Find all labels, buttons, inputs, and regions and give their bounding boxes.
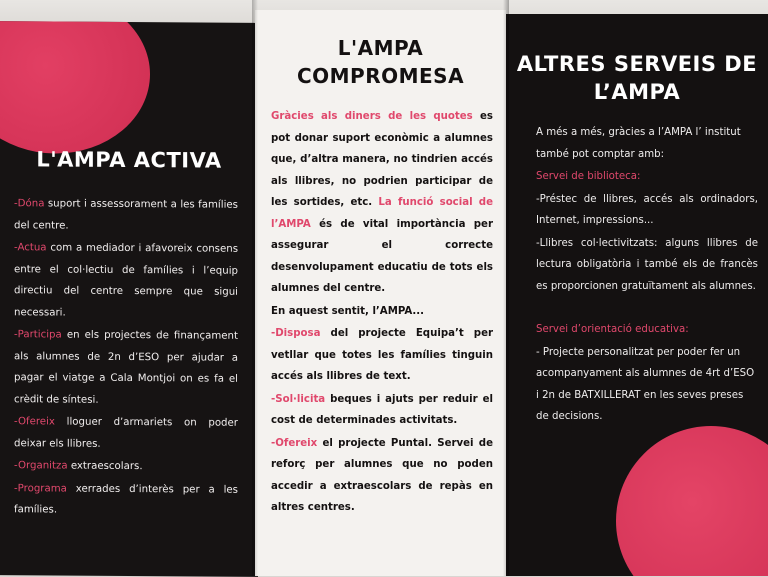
- item-verb: -Organitza: [14, 460, 68, 472]
- list-item: [14, 455, 238, 478]
- item-text: el projecte Puntal. Servei de reforç per alumnes que no poden accedir a extraescolars de repàs en altres centres.: [271, 437, 493, 513]
- panel-title: [255, 34, 506, 90]
- panel-ampa-activa: [0, 21, 258, 577]
- orientation-text: - Projecte personalitzat per poder fer un acompanyament als alumnes de 4rt d’ESO i 2n de BATXILLERAT en les seves preses de decisions.: [536, 346, 755, 422]
- library-heading: Servei de biblioteca:: [536, 171, 641, 182]
- item-text: xerrades d’interès per a les famílies.: [14, 483, 238, 516]
- item-verb: -Sol·licita: [271, 393, 326, 405]
- fold-shadow: [503, 0, 509, 576]
- list-item: -Préstec de llibres, accés als ordinadors, Internet, impressions...: [536, 193, 758, 226]
- item-text: lloguer d’armariets on poder deixar els llibres.: [14, 416, 238, 450]
- panel-altres-serveis: [506, 14, 768, 576]
- title-line: L'AMPA: [337, 36, 424, 60]
- panel-title: [506, 50, 768, 106]
- list-item: [14, 324, 238, 412]
- intro-paragraph: A més a més, gràcies a l’AMPA l’ institut també pot comptar amb:: [536, 127, 741, 160]
- item-verb: -Programa: [14, 482, 67, 495]
- item-verb: -Dóna: [14, 198, 45, 210]
- title-line: ALTRES SERVEIS DE: [516, 52, 758, 76]
- panel-body: [14, 193, 238, 523]
- item-verb: -Actua: [14, 242, 47, 254]
- item-verb: -Participa: [14, 329, 62, 341]
- sense-line: En aquest sentit, l’AMPA...: [271, 305, 425, 317]
- panel-body: [536, 122, 758, 429]
- title-line: COMPROMESA: [296, 64, 465, 88]
- social-highlight: La funció social de l’AMPA: [271, 197, 493, 230]
- list-item: [271, 323, 493, 388]
- intro-paragraph: [271, 106, 493, 300]
- item-text: extraescolars.: [67, 460, 143, 473]
- item-text: beques i ajuts per reduir el cost de determinades activitats.: [271, 393, 493, 426]
- decorative-circle: [0, 21, 150, 154]
- list-item: -Llibres col·lectivitzats: alguns llibres de lectura obligatòria i també els de francès es proporcionen gratuïtament als alumnes.: [536, 237, 758, 292]
- title-line: L’AMPA: [593, 80, 681, 104]
- list-item: [271, 389, 493, 432]
- intro-highlight: Gràcies als diners de les quotes: [271, 111, 473, 122]
- item-verb: -Ofereix: [14, 416, 55, 428]
- item-text: suport i assessorament a les famílies del centre.: [14, 198, 238, 232]
- list-item: [14, 478, 238, 523]
- item-verb: -Disposa: [271, 328, 321, 339]
- spacer: [536, 298, 758, 319]
- item-verb: -Ofereix: [271, 437, 318, 449]
- item-text: com a mediador i afavoreix consens entre el col·lectiu de famílies i l’equip directiu del centre sempre que sigui necessari.: [14, 242, 238, 319]
- orientation-heading: Servei d’orientació educativa:: [536, 324, 689, 335]
- panel-body: [271, 106, 493, 520]
- item-text: en els projectes de finançament als alumnes de 2n d’ESO per ajudar a pagar el viatge a Cala Montjoi on es fa el crèdit de síntesi.: [14, 329, 238, 406]
- list-item: [14, 411, 238, 456]
- intro-text: es pot donar suport econòmic a alumnes que, d’altra manera, no tindrien accés als llibres, no podrien participar de les sortides, etc.: [271, 111, 493, 208]
- list-item: [14, 237, 238, 325]
- panel-ampa-compromesa: [255, 10, 506, 576]
- fold-shadow: [252, 0, 258, 576]
- item-text: del projecte Equipa’t per vetllar que totes les famílies tinguin accés als llibres de text.: [271, 328, 493, 382]
- panel-title: L'AMPA ACTIVA: [36, 147, 222, 173]
- list-item: [14, 193, 238, 238]
- social-text: és de vital importància per assegurar el correcte desenvolupament educatiu de tots els alumnes del centre.: [271, 218, 493, 294]
- list-item: [271, 433, 493, 519]
- decorative-circle: [616, 426, 768, 576]
